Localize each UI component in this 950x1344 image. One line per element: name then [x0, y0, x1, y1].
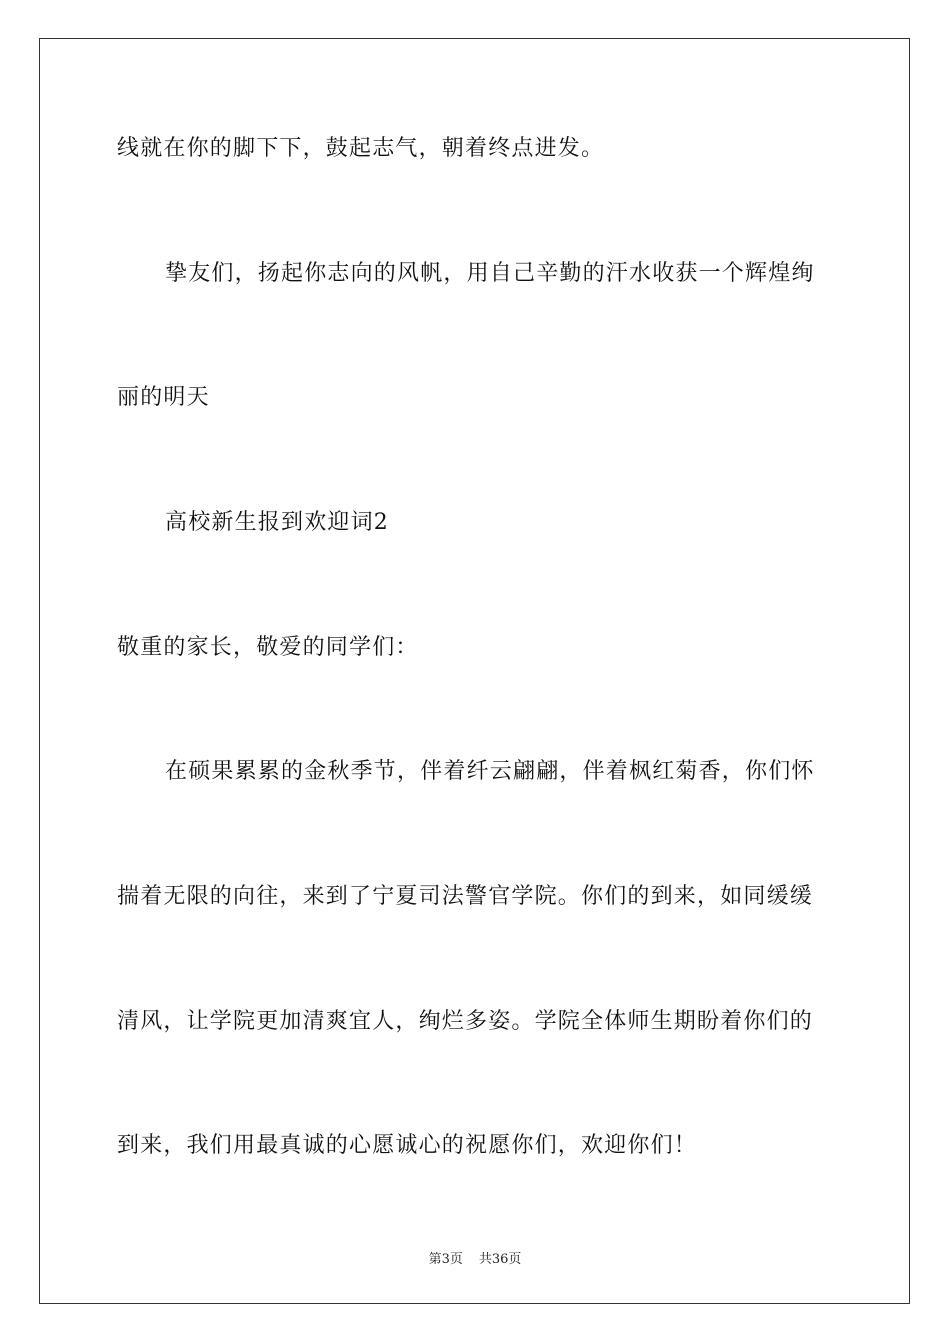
- body-line: 挚友们，扬起你志向的风帆，用自己辛勤的汗水收获一个辉煌绚: [165, 261, 815, 286]
- page-border: [39, 38, 910, 1304]
- body-line: 到来，我们用最真诚的心愿诚心的祝愿你们，欢迎你们！: [117, 1133, 698, 1158]
- body-line: 丽的明天: [117, 385, 210, 410]
- section-heading: 高校新生报到欢迎词2: [165, 510, 389, 535]
- salutation: 敬重的家长，敬爱的同学们：: [117, 635, 419, 660]
- body-line: 在硕果累累的金秋季节，伴着纤云翩翩，伴着枫红菊香，你们怀: [165, 759, 815, 784]
- body-line: 清风，让学院更加清爽宜人，绚烂多姿。学院全体师生期盼着你们的: [117, 1009, 814, 1034]
- body-line: 揣着无限的向往，来到了宁夏司法警官学院。你们的到来，如同缓缓: [117, 884, 814, 909]
- page-footer: [0, 1248, 950, 1267]
- page-number: 第3页: [428, 1252, 463, 1267]
- body-line: 线就在你的脚下下，鼓起志气，朝着终点进发。: [117, 136, 605, 161]
- page-total: 共36页: [478, 1252, 522, 1267]
